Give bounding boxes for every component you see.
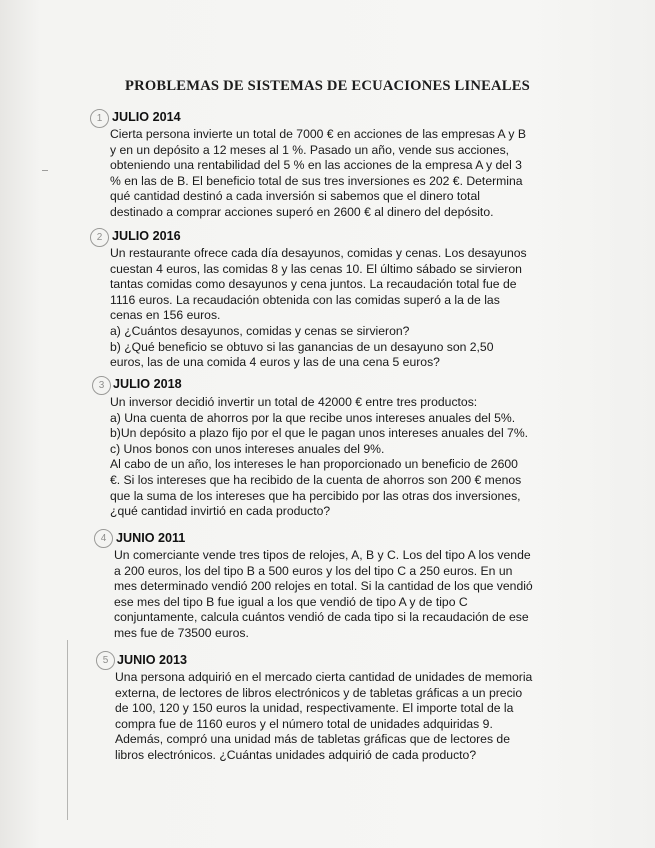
text-line: conjuntamente, calcula cuántos vendió de cada tipo si la recaudación de ese: [114, 610, 529, 625]
problem-statement: [114, 548, 533, 642]
text-line: % en las de B. El beneficio total de sus tres inversiones es 202 €. Determina: [110, 173, 523, 188]
text-line: Además, compró una unidad más de tabletas gráficas que de lectores de: [115, 732, 510, 747]
page-title: PROBLEMAS DE SISTEMAS DE ECUACIONES LINEALES: [125, 78, 530, 94]
page-edge-line: [67, 640, 68, 820]
text-line: ¿qué cantidad invirtió en cada producto?: [110, 504, 331, 519]
problem-heading: JULIO 2016: [112, 229, 181, 243]
problem-heading: JUNIO 2013: [117, 653, 188, 667]
text-line: Al cabo de un año, los intereses le han proporcionado un beneficio de 2600: [110, 457, 518, 472]
text-line: mes determinado vendió 200 relojes en total. Si la cantidad de los que vendió: [114, 579, 533, 594]
text-line: Un inversor decidió invertir un total de 42000 € entre tres productos:: [110, 395, 478, 409]
problem-number-circle: 5: [96, 651, 115, 670]
text-line: b)Un depósito a plazo fijo por el que le pagan unos intereses anuales del 7%.: [110, 426, 529, 441]
problem-heading: JUNIO 2011: [116, 531, 186, 545]
text-line: €. Si los intereses que ha recibido de la cuenta de ahorros son 200 € menos: [110, 472, 522, 487]
text-line: mes fue de 73500 euros.: [114, 625, 249, 640]
text-line: Una persona adquirió en el mercado cierta cantidad de unidades de memoria: [115, 670, 533, 684]
text-line: que la suma de los intereses que ha percibido por las otras dos inversiones,: [110, 488, 521, 503]
text-line: obteniendo una rentabilidad del 5 % en las acciones de la empresa A y del 3: [110, 158, 522, 173]
problem-heading: JULIO 2018: [113, 377, 182, 391]
text-line: compra fue de 1160 euros y el número total de unidades adquiridas 9.: [115, 716, 493, 731]
text-line: y en un depósito a 12 meses al 1 %. Pasado un año, vende sus acciones,: [110, 142, 510, 157]
text-line: tantas comidas como desayunos y cena juntos. La recaudación total fue de: [110, 277, 517, 292]
text-line: ese mes del tipo B fue igual a los que vendió de tipo A y de tipo C: [114, 594, 468, 609]
scan-mark: [42, 170, 48, 171]
text-line: libros electrónicos. ¿Cuántas unidades adquirió de cada producto?: [115, 747, 477, 762]
text-line: cenas en 156 euros.: [110, 308, 221, 323]
text-line: cuestan 4 euros, las comidas 8 y las cenas 10. El último sábado se sirvieron: [110, 261, 522, 276]
text-line: de 100, 120 y 150 euros la unidad, respectivamente. El importe total de la: [115, 701, 514, 716]
text-line: Un comerciante vende tres tipos de relojes, A, B y C. Los del tipo A los vende: [114, 548, 531, 562]
text-line: b) ¿Qué beneficio se obtuvo si las ganancias de un desayuno son 2,50: [110, 339, 494, 354]
text-line: externa, de lectores de libros electrónicos y de tabletas gráficas a un precio: [115, 685, 523, 700]
problem-statement: [110, 127, 526, 221]
text-line: Un restaurante ofrece cada día desayunos, comidas y cenas. Los desayunos: [110, 246, 527, 260]
problem-heading: JULIO 2014: [112, 110, 181, 124]
text-line: qué cantidad destinó a cada inversión si sabemos que el dinero total: [110, 189, 480, 204]
problem-number-circle: 1: [90, 109, 109, 128]
problem-number-circle: 4: [94, 529, 113, 548]
text-line: destinado a comprar acciones superó en 2600 € al dinero del depósito.: [110, 204, 494, 219]
problem-number-circle: 3: [92, 376, 111, 395]
text-line: c) Unos bonos con unos intereses anuales del 9%.: [110, 441, 385, 456]
text-line: euros, las de una comida 4 euros y las de una cena 5 euros?: [110, 355, 440, 370]
problem-statement: [110, 246, 527, 371]
problem-number-circle: 2: [90, 228, 109, 247]
text-line: a 200 euros, los del tipo B a 500 euros y los del tipo C a 250 euros. En un: [114, 563, 513, 578]
problem-statement: [110, 395, 528, 520]
text-line: 1116 euros. La recaudación obtenida con las comidas superó a la de las: [110, 292, 500, 307]
problem-statement: [115, 670, 532, 764]
text-line: Cierta persona invierte un total de 7000 € en acciones de las empresas A y B: [110, 127, 526, 141]
text-line: a) Una cuenta de ahorros por la que recibe unos intereses anuales del 5%.: [110, 410, 516, 425]
text-line: a) ¿Cuántos desayunos, comidas y cenas se sirvieron?: [110, 323, 410, 338]
